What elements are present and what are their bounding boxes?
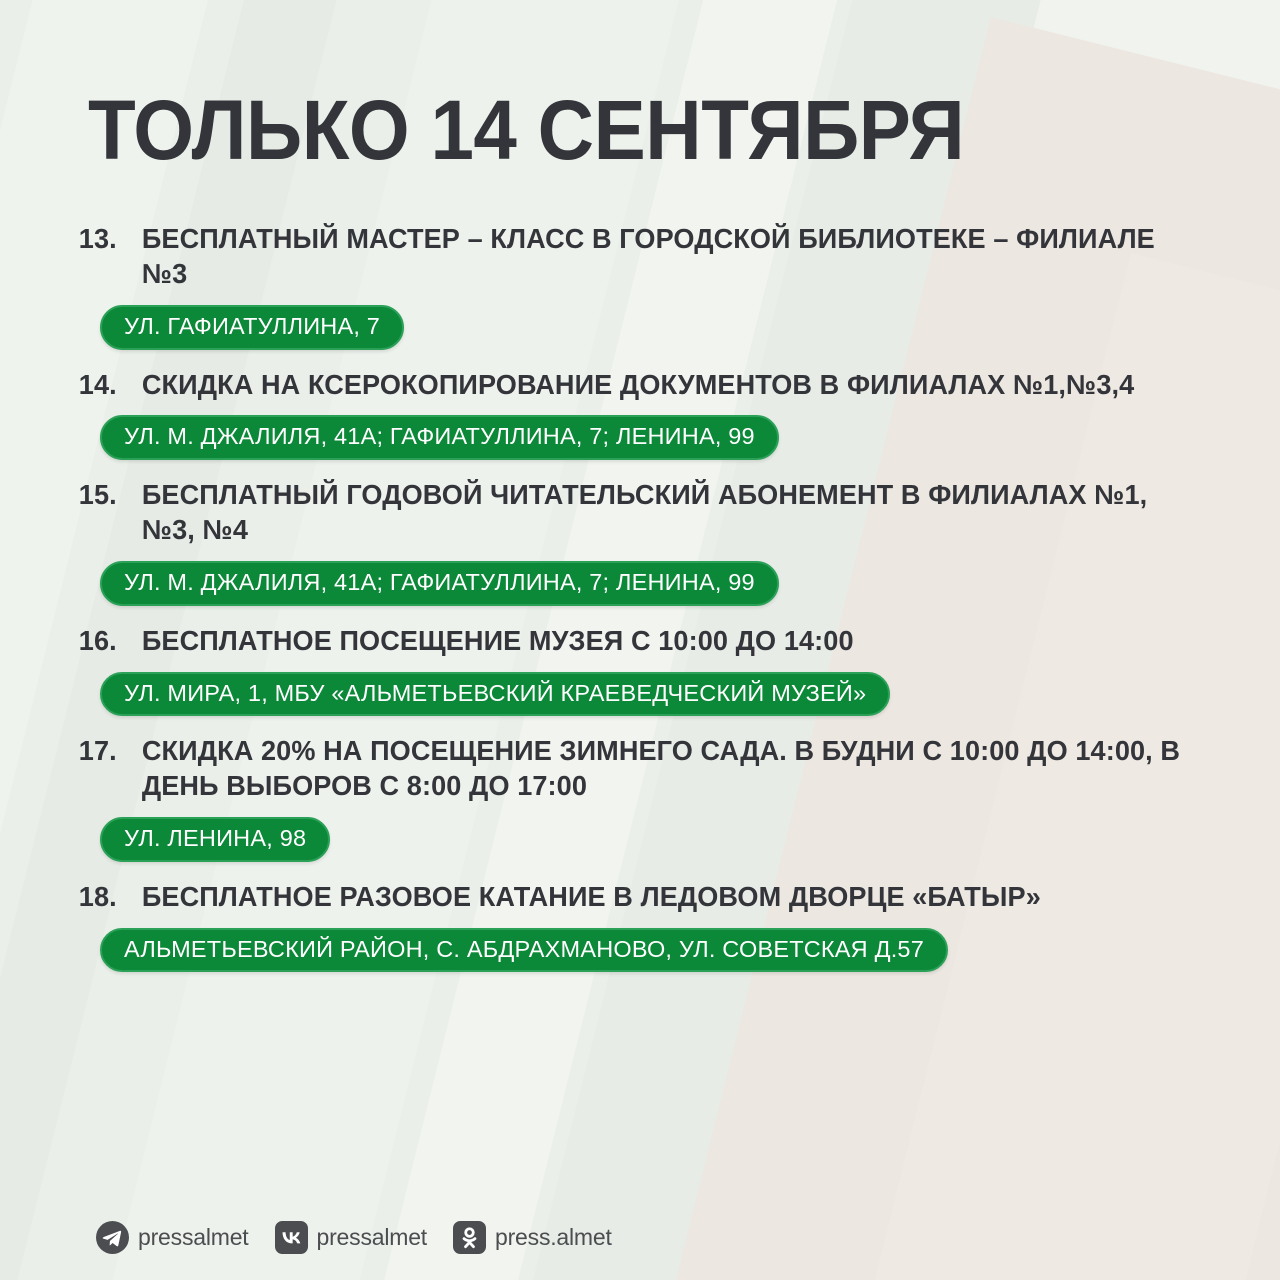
offer-heading [0,222,1261,292]
offer-item [0,368,1280,461]
social-handle: press.almet [495,1224,612,1250]
social-handle: pressalmet [316,1224,427,1250]
social-link[interactable] [96,1221,249,1254]
offer-title: БЕСПЛАТНЫЙ МАСТЕР – КЛАСС В ГОРОДСКОЙ БИБЛИОТЕКЕ – ФИЛИАЛЕ №3 [141,223,1155,289]
offer-title: БЕСПЛАТНОЕ РАЗОВОЕ КАТАНИЕ В ЛЕДОВОМ ДВОРЦЕ «БАТЫР» [141,880,1041,912]
offer-heading [0,880,1261,915]
offer-title: БЕСПЛАТНОЕ ПОСЕЩЕНИЕ МУЗЕЯ С 10:00 ДО 14:00 [141,624,854,656]
offer-heading [0,478,1261,548]
offer-address-badge: УЛ. М. ДЖАЛИЛЯ, 41А; ГАФИАТУЛЛИНА, 7; ЛЕНИНА, 99 [100,561,779,606]
offer-address-row [0,672,1280,717]
offer-title: СКИДКА НА КСЕРОКОПИРОВАНИЕ ДОКУМЕНТОВ В ФИЛИАЛАХ №1,№3,4 [141,368,1135,400]
footer-socials [96,1221,612,1254]
offer-title: СКИДКА 20% НА ПОСЕЩЕНИЕ ЗИМНЕГО САДА. В БУДНИ С 10:00 ДО 14:00, В ДЕНЬ ВЫБОРОВ С 8:00 ДО 17:00 [141,735,1181,802]
offer-number: 16. [78,624,117,656]
offer-address-badge: УЛ. М. ДЖАЛИЛЯ, 41А; ГАФИАТУЛЛИНА, 7; ЛЕНИНА, 99 [100,415,779,460]
page-title: ТОЛЬКО 14 СЕНТЯБРЯ [88,83,965,177]
offer-address-row [0,561,1280,606]
offer-number: 14. [78,368,117,400]
social-link[interactable] [453,1221,612,1254]
offer-address-row [0,817,1280,862]
offer-address-row [0,415,1280,460]
offer-address-badge: УЛ. ЛЕНИНА, 98 [100,817,330,862]
offer-list [0,222,1280,990]
social-link[interactable] [275,1221,428,1254]
odnoklassniki-icon[interactable] [453,1221,486,1254]
social-handle: pressalmet [138,1224,249,1250]
offer-address-badge: УЛ. МИРА, 1, МБУ «АЛЬМЕТЬЕВСКИЙ КРАЕВЕДЧЕСКИЙ МУЗЕЙ» [100,672,890,717]
offer-address-row [0,305,1280,350]
offer-address-badge: АЛЬМЕТЬЕВСКИЙ РАЙОН, С. АБДРАХМАНОВО, УЛ. СОВЕТСКАЯ Д.57 [100,928,948,973]
offer-heading [0,734,1261,804]
offer-address-row [0,928,1280,973]
offer-number: 17. [78,735,117,767]
offer-address-badge: УЛ. ГАФИАТУЛЛИНА, 7 [100,305,404,350]
offer-item [0,478,1280,606]
offer-heading [0,368,1261,403]
offer-number: 18. [78,880,117,912]
offer-number: 15. [78,479,117,511]
offer-item [0,734,1280,862]
offer-number: 13. [78,223,117,254]
offer-item [0,222,1280,350]
offer-item [0,880,1280,973]
offer-item [0,624,1280,717]
offer-title: БЕСПЛАТНЫЙ ГОДОВОЙ ЧИТАТЕЛЬСКИЙ АБОНЕМЕНТ В ФИЛИАЛАХ №1, №3, №4 [141,479,1148,546]
telegram-icon[interactable] [96,1221,129,1254]
offer-heading [0,624,1261,659]
vk-icon[interactable] [275,1221,308,1254]
